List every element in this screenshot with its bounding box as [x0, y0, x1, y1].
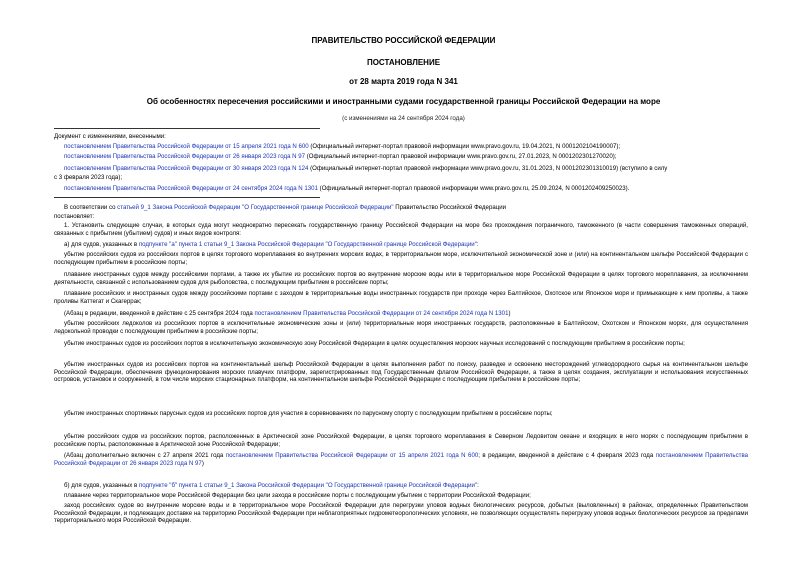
- edition-link[interactable]: постановлением Правительства Российской Федерации от 15 апреля 2021 года N 600: [225, 452, 479, 459]
- change-item: постановлением Правительства Российской Федерации от 26 января 2023 года N 97 (Официальный интернет-портал правовой информации www.pravo.gov.ru, 27.01.2023, N 0001202301270020);: [64, 153, 617, 160]
- government-heading: ПРАВИТЕЛЬСТВО РОССИЙСКОЙ ФЕДЕРАЦИИ: [311, 36, 496, 45]
- law-link[interactable]: статьей 9_1 Закона Российской Федерации "О Государственной границе Российской Федерации": [117, 204, 394, 211]
- revision-note: (с изменениями на 24 сентября 2024 года): [342, 115, 465, 122]
- change-item: постановлением Правительства Российской Федерации от 15 апреля 2021 года N 600 (Официальный интернет-портал правовой информации www.pravo.gov.ru, 19.04.2021, N 0001202104190007);: [64, 143, 621, 150]
- subitem-b: б) для судов, указанных в подпункте "б" пункта 1 статьи 9_1 Закона Российской Федерации "О Государственной границе Российской Федерации":: [64, 482, 479, 489]
- document-title: Об особенностях пересечения российскими и иностранными судами государственной границы Российской Федерации на море: [146, 97, 661, 106]
- paragraph-item-1: 1. Установить следующие случаи, в которых суда могут неоднократно пересекать государственную границу Российской Федерации на море без прохождения пограничного, таможенного (в части совершения таможенных операций, связанных с прибытием (убытием) судов) и иных видов контроля:: [54, 222, 748, 237]
- divider-bottom: [54, 197, 320, 198]
- preamble-line: В соответствии со статьей 9_1 Закона Российской Федерации "О Государственной границе Российской Федерации" Правительство Российской Федерации: [64, 204, 507, 211]
- date-number: от 28 марта 2019 года N 341: [349, 77, 458, 86]
- paragraph: убытие иностранных судов из российских портов в исключительную экономическую зону Российской Федерации в целях осуществления морских научных исследований с последующим прибытием в российские порты;: [64, 340, 685, 347]
- divider-top: [54, 128, 320, 129]
- change-link[interactable]: постановлением Правительства Российской Федерации от 24 сентября 2024 года N 1301: [64, 185, 318, 192]
- paragraph: плавание через территориальное море Российской Федерации без цели захода в российские порты с последующим убытием с территории Российской Федерации;: [64, 492, 531, 499]
- paragraph: убытие российских судов из российских портов, расположенных в Арктической зоне Российской Федерации, в целях торгового мореплавания в Северном Ледовитом океане и входящих в него морях с последующим прибытием в российские порты, расположенные в Арктической зоне Российской Федерации;: [54, 433, 748, 448]
- edition-link[interactable]: постановлением Правительства Российской Федерации от 24 сентября 2024 года N 1301: [254, 310, 509, 317]
- change-item: постановлением Правительства Российской Федерации от 24 сентября 2024 года N 1301 (Официальный интернет-портал правовой информации www.pravo.gov.ru, 25.09.2024, N 0001202409250023).: [64, 185, 630, 192]
- paragraph: плавание российских и иностранных судов между российскими портами с заходом в территориальные воды иностранных государств при проходе через Балтийское, Охотское или Японское моря и примыкающие к ним проливы, а также проливы Каттегат и Скагеррак;: [54, 290, 748, 305]
- paragraph: плавание иностранных судов между российскими портами, а также их убытие из российских портов во внутренние морские воды или в территориальное море Российской Федерации в целях торгового мореплавания, за исключением деятельности, связанной с использованием судов для рыболовства, с последующим прибытием в российские порты;: [54, 271, 748, 286]
- edition-note: (Абзац в редакции, введенной в действие с 25 сентября 2024 года постановлением Правительства Российской Федерации от 24 сентября 2024 года N 1301): [64, 310, 511, 317]
- change-link[interactable]: постановлением Правительства Российской Федерации от 15 апреля 2021 года N 600: [64, 143, 309, 150]
- change-item-continuation: с 3 февраля 2023 года);: [54, 174, 123, 181]
- paragraph: убытие иностранных спортивных парусных судов из российских портов для участия в соревнованиях по парусному спорту с последующим прибытием в российские порты;: [64, 410, 553, 417]
- document-type: ПОСТАНОВЛЕНИЕ: [366, 58, 441, 67]
- subitem-a-link[interactable]: подпункте "а" пункта 1 статьи 9_1 Закона Российской Федерации "О Государственной границе Российской Федерации": [138, 241, 477, 248]
- paragraph: заход российских судов во внутренние морские воды и в территориальное море Российской Федерации для перегрузки уловов водных биологических ресурсов, добытых (выловленных) в районах, определенных Правительством Российской Федерации, и подлежащих доставке на территорию Российской Федерации при неблагоприятных гидрометеорологических условиях, не позволяющих осуществлять перегрузку уловов водных биологических ресурсов за пределами территориального моря Российской Федерации.: [54, 502, 748, 525]
- subitem-b-link[interactable]: подпункте "б" пункта 1 статьи 9_1 Закона Российской Федерации "О Государственной границе Российской Федерации": [138, 482, 478, 489]
- edition-link[interactable]: постановлением Правительства Российской Федерации от 26 января 2023 года N 97: [54, 452, 748, 467]
- edition-note: (Абзац дополнительно включен с 27 апреля 2021 года постановлением Правительства Российской Федерации от 15 апреля 2021 года N 600; в редакции, введенной в действие с 4 февраля 2023 года постановлением Правительства Российской Федерации от 26 января 2023 года N 97): [54, 452, 748, 467]
- paragraph: убытие российских ледоколов из российских портов в исключительные экономические зоны и (или) территориальные моря иностранных государств, расположенные в Балтийском, Охотском и Японском морях, для осуществления ледокольной проводки с последующим прибытием в российские порты;: [54, 320, 748, 335]
- change-link[interactable]: постановлением Правительства Российской Федерации от 26 января 2023 года N 97: [64, 153, 306, 160]
- change-link[interactable]: постановлением Правительства Российской Федерации от 30 января 2023 года N 124: [64, 165, 309, 172]
- subitem-a: а) для судов, указанных в подпункте "а" пункта 1 статьи 9_1 Закона Российской Федерации "О Государственной границе Российской Федерации":: [64, 241, 479, 248]
- paragraph: убытие российских судов из российских портов в целях торгового мореплавания во внутренних морских водах, в территориальном море, исключительной экономической зоне и (или) на континентальном шельфе Российской Федерации с последующим прибытием в российские порты;: [54, 251, 748, 266]
- changes-intro: Документ с изменениями, внесенными:: [54, 133, 166, 140]
- paragraph: убытие иностранных судов из российских портов на континентальный шельф Российской Федерации в целях выполнения работ по поиску, разведке и освоению месторождений углеводородного сырья на континентальном шельфе Российской Федерации, обеспечения функционирования морских плавучих платформ, зарегистрированных под Государственным флагом Российской Федерации, а также в целях создания, эксплуатации и использования искусственных островов, установок и сооружений, в том числе морских стационарных платформ, на континентальном шельфе Российской Федерации с последующим прибытием в российские порты;: [54, 361, 748, 384]
- decree-word: постановляет:: [54, 213, 95, 220]
- change-item: постановлением Правительства Российской Федерации от 30 января 2023 года N 124 (Официальный интернет-портал правовой информации www.pravo.gov.ru, 31.01.2023, N 0001202301310019) (вступило в силу: [64, 165, 668, 172]
